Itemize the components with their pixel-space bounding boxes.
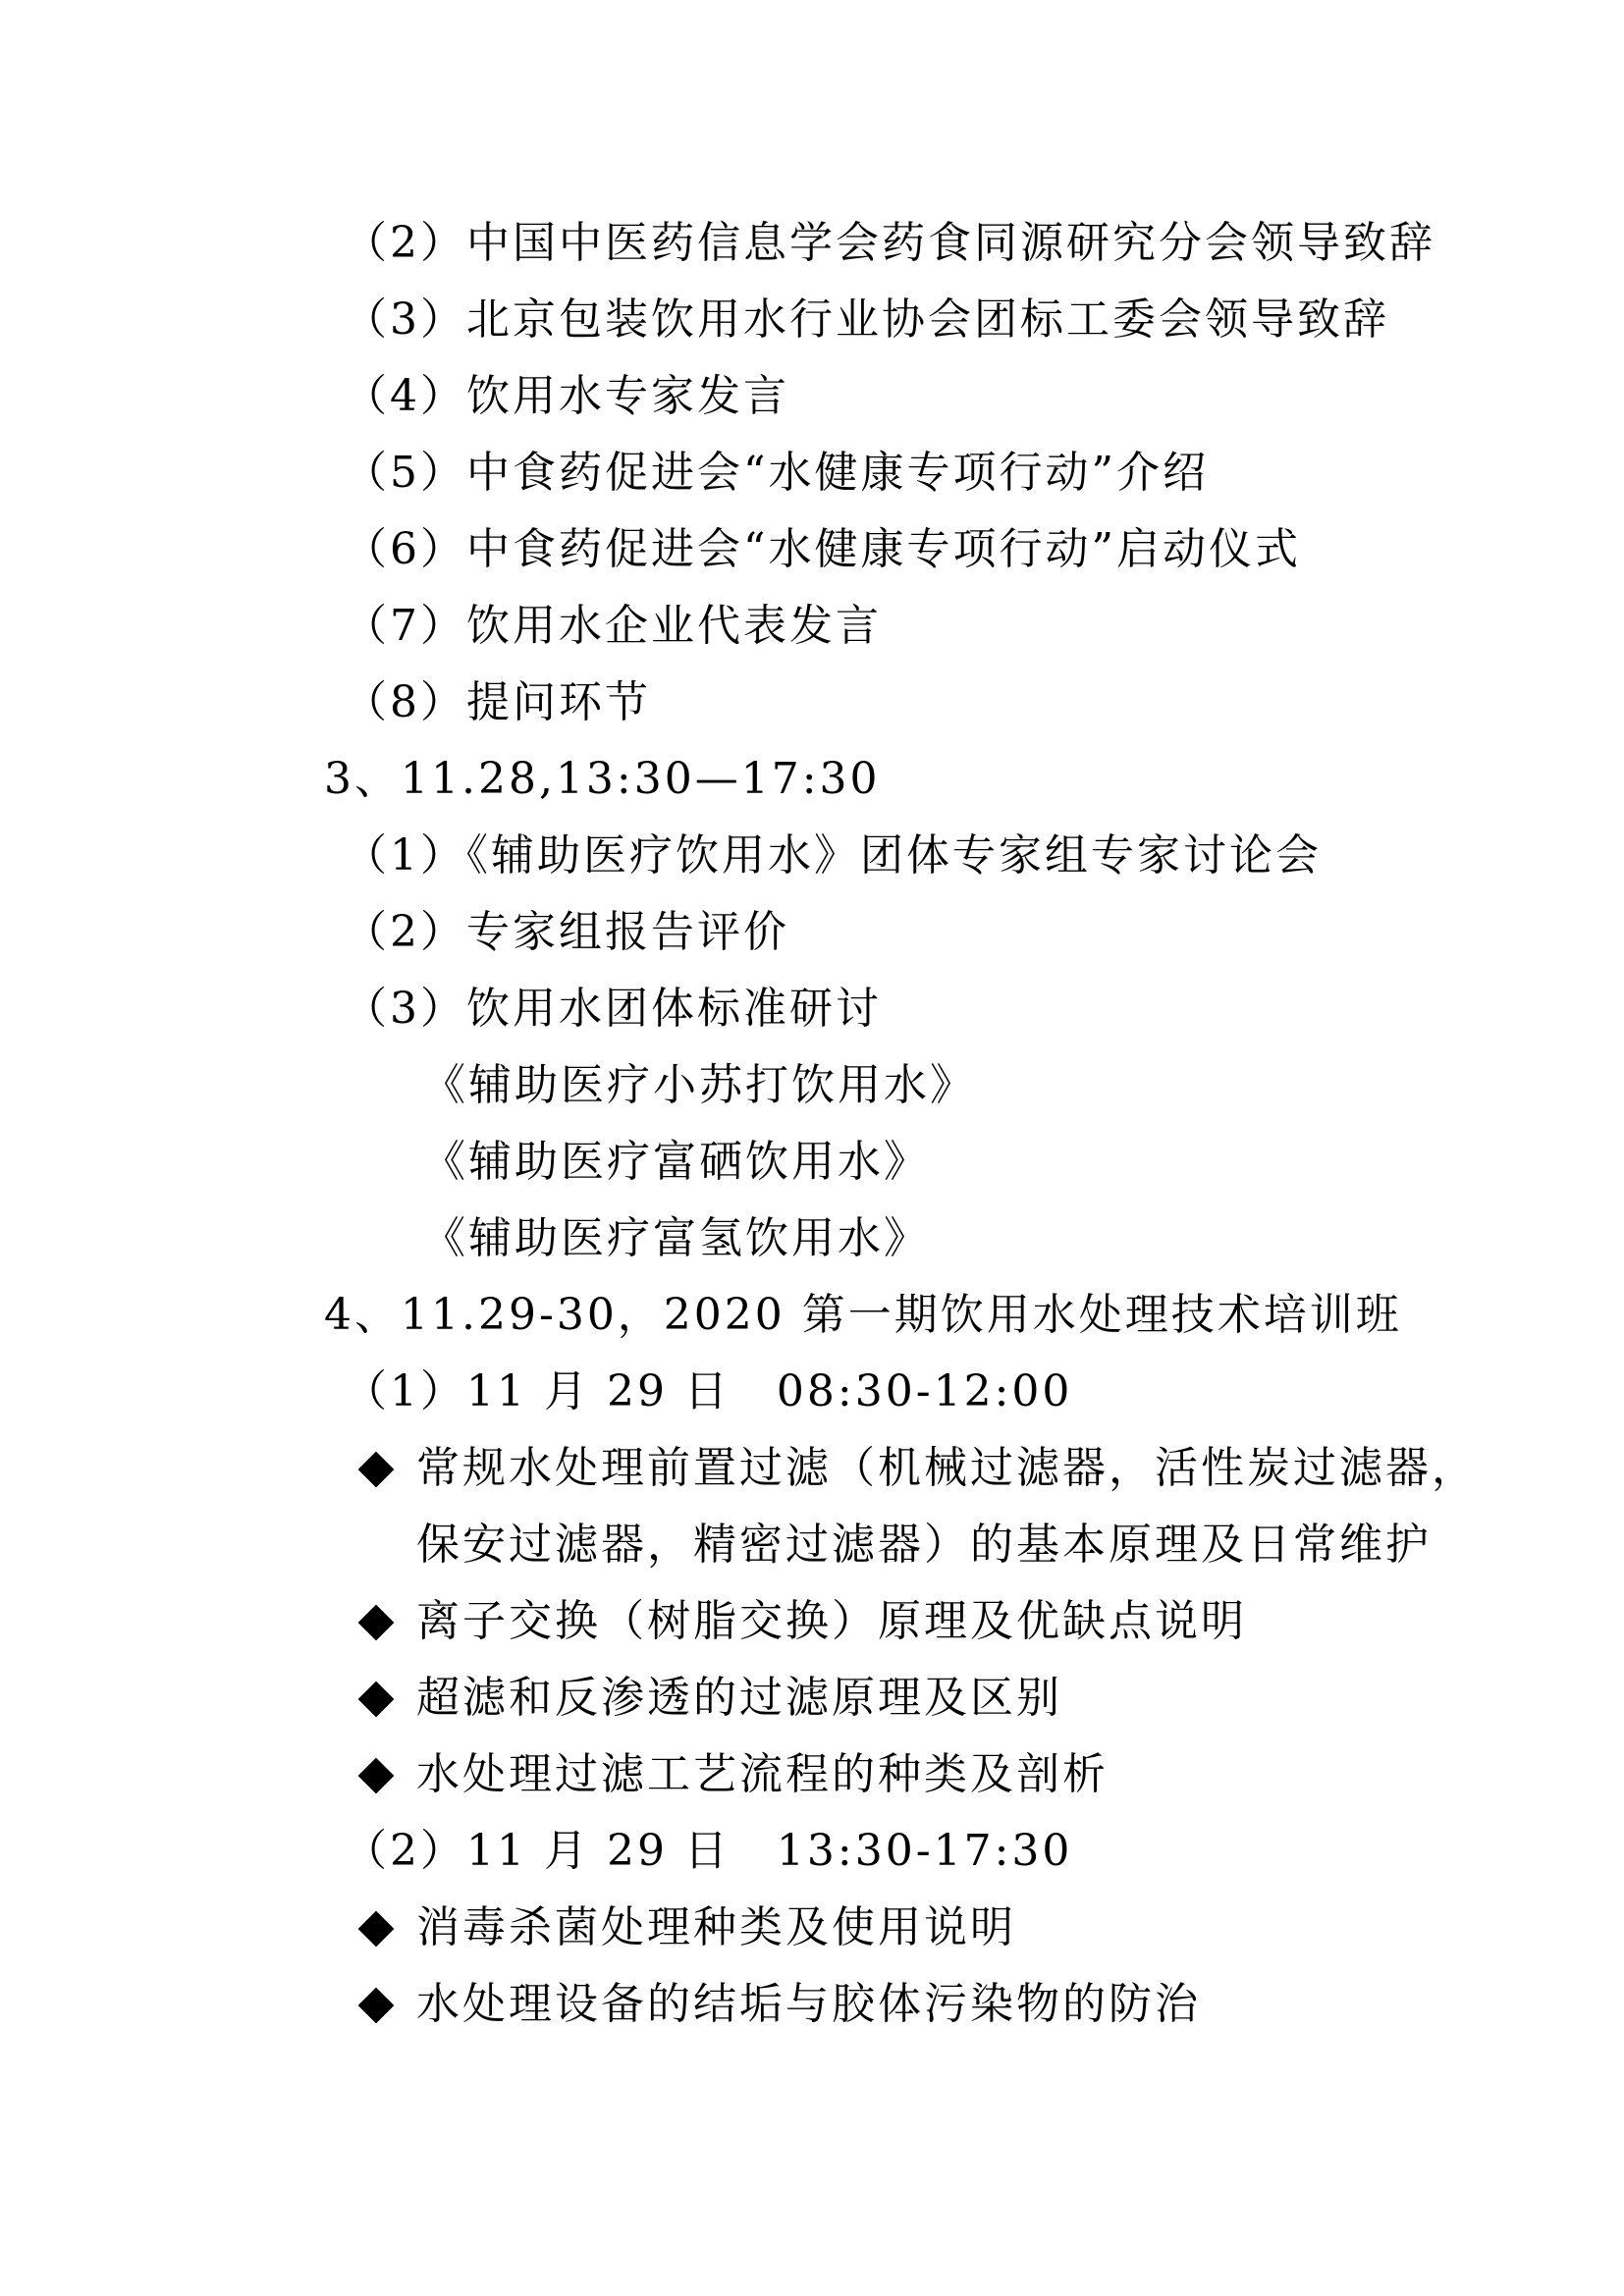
agenda-item: （5）中食药促进会“水健康专项行动”介绍 — [344, 448, 1209, 498]
standard-title: 《辅助医疗富氢饮用水》 — [422, 1213, 930, 1263]
bullet-item — [363, 1745, 1443, 1804]
diamond-bullet-icon — [358, 1988, 395, 2024]
standard-title: 《辅助医疗小苏打饮用水》 — [422, 1060, 976, 1110]
bullet-text: 水处理设备的结垢与胶体污染物的防治 — [416, 1979, 1201, 2029]
diamond-bullet-icon — [358, 1758, 395, 1794]
agenda-item: （3）北京包装饮用水行业协会团标工委会领导致辞 — [344, 294, 1389, 345]
bullet-item — [363, 1439, 1478, 1498]
diamond-bullet-icon — [358, 1452, 395, 1488]
bullet-item — [363, 1592, 1443, 1651]
agenda-item: （4）饮用水专家发言 — [344, 371, 789, 421]
diamond-bullet-icon — [358, 1682, 395, 1718]
bullet-item — [363, 1669, 1443, 1728]
agenda-item: （2）中国中医药信息学会药食同源研究分会领导致辞 — [344, 218, 1435, 268]
section-heading: 3、11.28,13:30—17:30 — [324, 754, 881, 804]
diamond-bullet-icon — [358, 1911, 395, 1948]
bullet-item — [363, 1975, 1443, 2034]
agenda-item: （6）中食药促进会“水健康专项行动”启动仪式 — [344, 524, 1301, 574]
agenda-item: （7）饮用水企业代表发言 — [344, 601, 882, 651]
bullet-continuation: 保安过滤器，精密过滤器）的基本原理及日常维护 — [416, 1520, 1432, 1570]
agenda-item: （1）《辅助医疗饮用水》团体专家组专家讨论会 — [344, 830, 1322, 881]
bullet-text: 超滤和反渗透的过滤原理及区别 — [416, 1673, 1062, 1723]
section-heading: 4、11.29-30，2020 第一期饮用水处理技术培训班 — [324, 1290, 1402, 1340]
bullet-text: 常规水处理前置过滤（机械过滤器，活性炭过滤器， — [416, 1443, 1478, 1493]
session-title: （2）11 月 29 日 13:30-17:30 — [344, 1826, 1073, 1876]
standard-title: 《辅助医疗富硒饮用水》 — [422, 1137, 930, 1187]
bullet-text: 消毒杀菌处理种类及使用说明 — [416, 1902, 1016, 1952]
diamond-bullet-icon — [358, 1605, 395, 1641]
agenda-item: （3）饮用水团体标准研讨 — [344, 984, 882, 1034]
agenda-item: （8）提问环节 — [344, 677, 651, 727]
bullet-text: 离子交换（树脂交换）原理及优缺点说明 — [416, 1596, 1247, 1646]
bullet-item — [363, 1898, 1443, 1957]
session-title: （1）11 月 29 日 08:30-12:00 — [344, 1366, 1073, 1416]
bullet-text: 水处理过滤工艺流程的种类及剖析 — [416, 1749, 1109, 1799]
agenda-item: （2）专家组报告评价 — [344, 907, 789, 957]
